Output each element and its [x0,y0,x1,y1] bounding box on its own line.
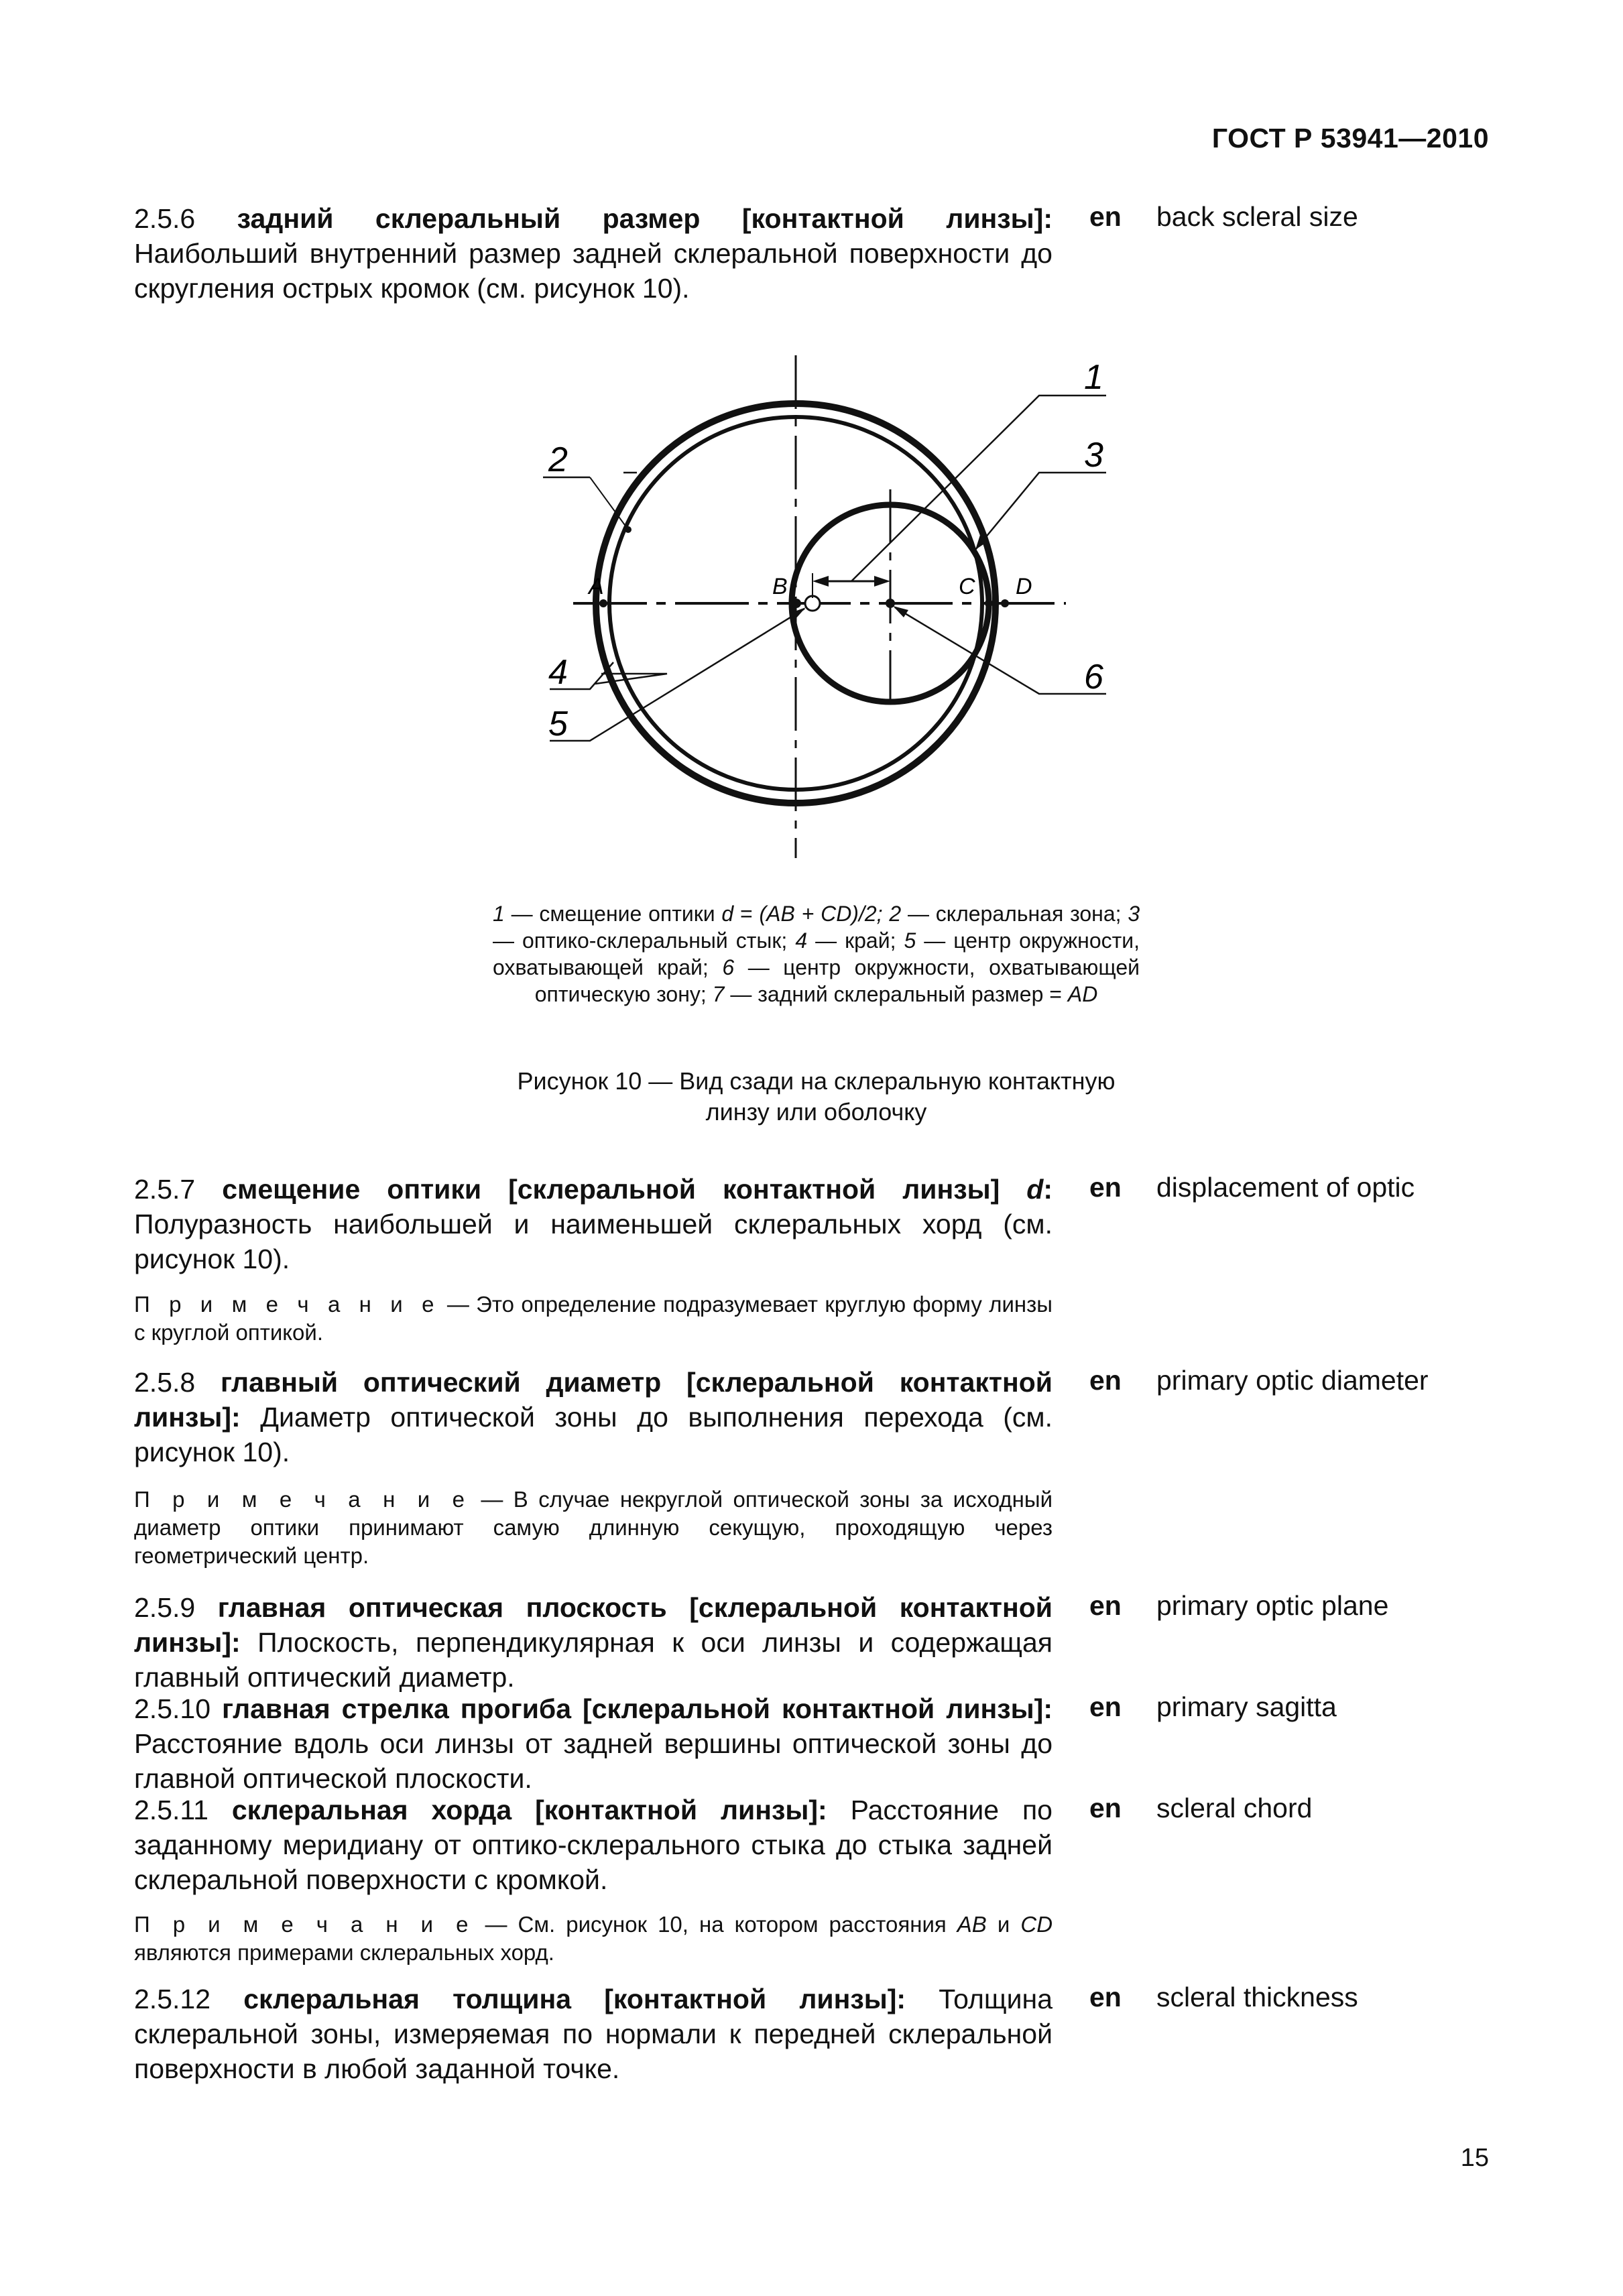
document-header: ГОСТ Р 53941—2010 [1211,123,1489,154]
label-b: B [772,574,788,599]
lang-code: en [1089,1793,1122,1823]
lang-code: en [1089,201,1122,232]
lang-code: en [1089,1590,1122,1621]
entry-2-5-10: 2.5.10 главная стрелка прогиба [склеральной контактной линзы]: Расстояние вдоль оси линзы от задней вершины оптической зоны до главной оптической плоскости. [134,1693,1053,1794]
entry-2-5-12: 2.5.12 склеральная толщина [контактной линзы]: Толщина склеральной зоны, измеряемая по нормали к передней склеральной поверхности в любой заданной точке. [134,1984,1053,2084]
point-b-dot [792,599,801,608]
leader-6 [895,607,1106,694]
english-term: primary optic plane [1156,1590,1389,1621]
label-4: 4 [548,653,568,692]
label-3: 3 [1084,436,1103,475]
english-term: primary optic diameter [1156,1365,1429,1396]
figure-legend: 1 — смещение оптики d = (AB + CD)/2; 2 — склеральная зона; 3 — оптико-склеральный стык; 4 — край; 5 — центр окружности, охватывающей край; 6 — центр окружности, охватывающей оптическую зону; 7 — задний склеральный размер = AD [493,902,1140,1006]
lang-code: en [1089,1172,1122,1203]
entry-term: задний склеральный размер [контактной линзы]: [237,203,1053,234]
entry-2-5-9: 2.5.9 главная оптическая плоскость [склеральной контактной линзы]: Плоскость, перпендикулярная к оси линзы и содержащая главный оптический диаметр. [134,1592,1053,1693]
entry-2-5-6 [134,201,1053,306]
english-term: scleral chord [1156,1793,1313,1823]
lang-code: en [1089,1982,1122,2012]
arrow-left-icon [813,576,829,587]
page-number: 15 [1460,2144,1489,2172]
entry-definition: Наибольший внутренний размер задней склеральной поверхности до скругления острых кромок (см. рисунок 10). [134,238,1053,304]
point-a-dot [599,599,607,607]
english-term: displacement of optic [1156,1172,1415,1203]
label-a: A [589,574,604,599]
english-term: back scleral size [1156,201,1358,232]
english-term: scleral thickness [1156,1982,1358,2012]
arrow-6-icon [893,606,908,617]
figure-title: Рисунок 10 — Вид сзади на склеральную контактную линзу или оболочку [517,1067,1116,1126]
leader-5 [550,609,804,741]
entry-number: 2.5.6 [134,203,196,234]
note: П р и м е ч а н и е — В случае некруглой оптической зоны за исходный диаметр оптики принимают самую длинную секущую, проходящую через геометрический центр. [134,1487,1053,1568]
entry-2-5-11: 2.5.11 склеральная хорда [контактной линзы]: Расстояние по заданному меридиану от оптико-склерального стыка до стыка задней склеральной поверхности с кромкой. [134,1795,1053,1895]
point-d-dot [1001,599,1009,607]
edge-center-marker [805,596,820,611]
arrow-right-icon [874,576,890,587]
note: П р и м е ч а н и е — См. рисунок 10, на котором расстояния AB и CD являются примерами склеральных хорд. [134,1912,1053,1965]
figure-10-diagram [496,335,1126,885]
leader-3 [975,473,1106,550]
label-c: C [959,574,975,599]
note: П р и м е ч а н и е — Это определение подразумевает круглую форму линзы с круглой оптикой. [134,1292,1053,1345]
english-term: primary sagitta [1156,1691,1337,1722]
label-2: 2 [548,440,568,479]
entry-2-5-7: 2.5.7 смещение оптики [склеральной контактной линзы] d: Полуразность наибольшей и наименьшей склеральных хорд (см. рисунок 10). [134,1174,1053,1274]
lang-code: en [1089,1691,1122,1722]
point-c-dot [985,599,993,607]
label-5: 5 [548,705,568,743]
label-d: D [1016,574,1032,599]
label-6: 6 [1084,658,1103,697]
entry-2-5-8: 2.5.8 главный оптический диаметр [склеральной контактной линзы]: Диаметр оптической зоны до выполнения перехода (см. рисунок 10). [134,1367,1053,1467]
label-1: 1 [1084,358,1103,397]
lang-code: en [1089,1365,1122,1396]
